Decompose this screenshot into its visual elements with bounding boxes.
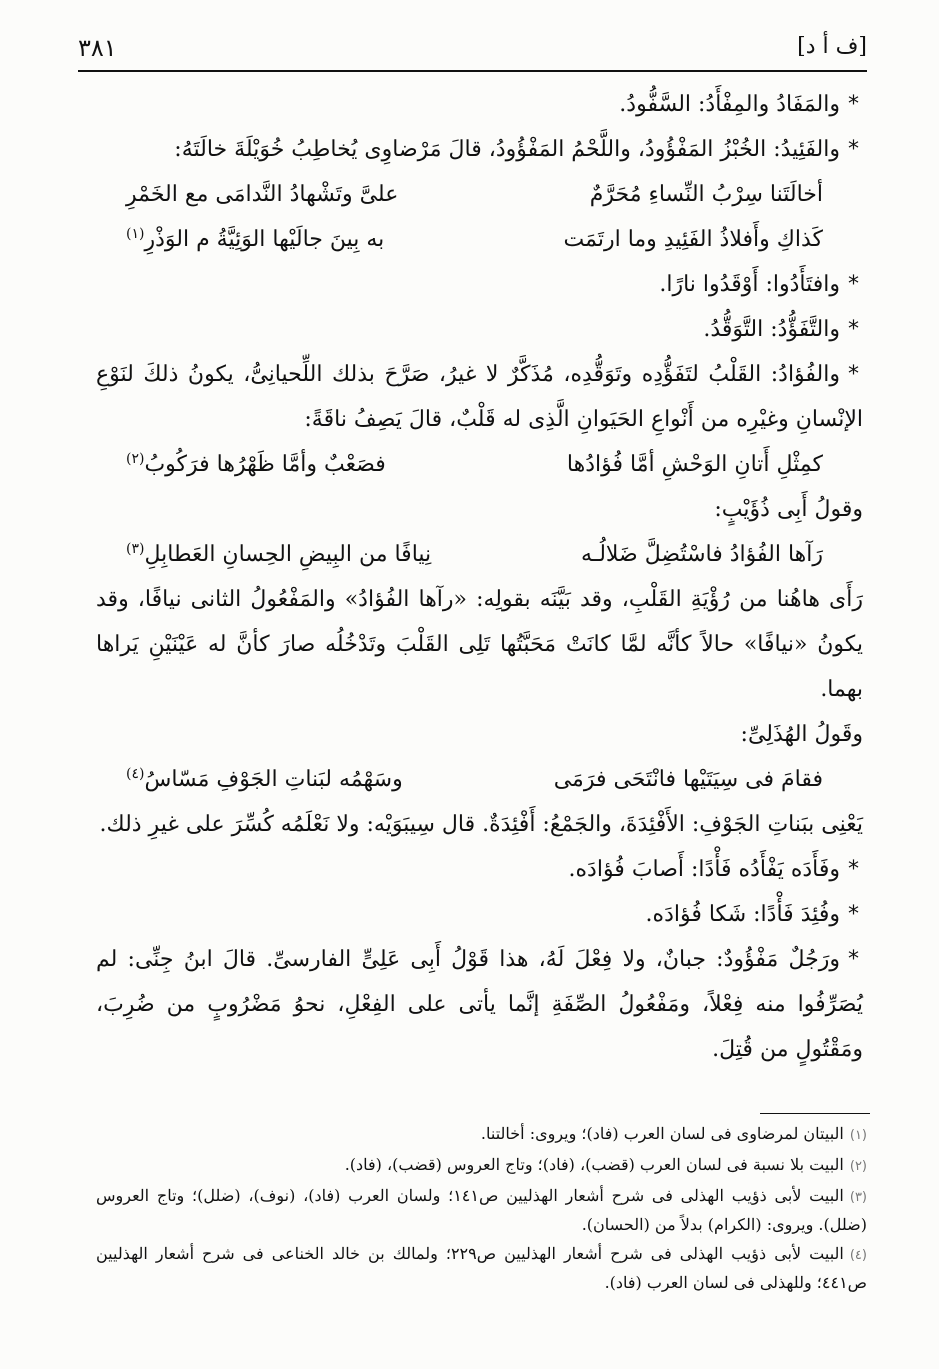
footnote-text: البيت لأبى ذؤيب الهذلى فى شرح أشعار الهذليين ص١٤١؛ ولسان العرب (فاد)، (نوف)، (ضلل)؛ وتاج العروس (ضلل). ويروى: (الكرام) بدلاً من (الحسان). — [96, 1186, 867, 1234]
entry-star-icon: * — [848, 902, 859, 927]
footnote — [96, 1182, 867, 1238]
verse-line — [96, 442, 863, 487]
entry-text: والمَفَادُ والمِفْأَدُ: السَّفُّودُ. — [619, 92, 840, 117]
entry-line — [96, 307, 863, 352]
entry-text: والتَّفَؤُّدُ: التَّوَقُّدُ. — [703, 317, 840, 342]
text-line: يَعْنِى ببَناتِ الجَوْفِ: الأَفْئِدَةَ، والجَمْعُ: أَفْئِدَةٌ. قال سِيبَوَيْه: ولا نَعْلَمُه كُسِّرَ على غيرِ ذلك. — [99, 812, 863, 837]
footnote — [96, 1120, 867, 1149]
entry-star-icon: * — [848, 362, 859, 387]
entry-star-icon: * — [848, 92, 859, 117]
entry-line — [96, 127, 863, 172]
entry-star-icon: * — [848, 137, 859, 162]
entry-line — [96, 82, 863, 127]
verse-text: به بِينَ جالَيْها الوَئِيَّةُ م الوَذْرِ — [144, 227, 385, 252]
verse-hemistich-second: به بِينَ جالَيْها الوَئِيَّةُ م الوَذْرِ(١) — [126, 217, 384, 262]
verse-hemistich-first: أخالَتَنا سِرْبُ النِّساءِ مُحَرَّمٌ — [589, 182, 823, 207]
verse-text: نِيافًا من البِيضِ الحِسانِ العَطابِلِ — [144, 542, 432, 567]
verse-hemistich-first: فقامَ فى سِيَتَيْها فانْتَحَى فرَمَى — [553, 767, 823, 792]
verse-hemistich-second: نِيافًا من البِيضِ الحِسانِ العَطابِلِ(٣) — [126, 532, 431, 577]
footnote-rule — [760, 1113, 870, 1114]
root-letters: [ف أ د] — [797, 34, 867, 59]
verse-line — [96, 217, 863, 262]
verse-line — [96, 172, 863, 217]
entry-text: وفَأَدَه يَفْأَدُه فَأْدًا: أَصابَ فُؤادَه. — [568, 857, 840, 882]
entry-star-icon: * — [848, 857, 859, 882]
entry-line — [96, 892, 863, 937]
footnote-number: (٤) — [849, 1248, 867, 1263]
entry-text: وفُئِدَ فَأْدًا: شَكا فُؤادَه. — [645, 902, 840, 927]
entry-star-icon: * — [848, 272, 859, 297]
verse-line — [96, 532, 863, 577]
entry-star-icon: * — [848, 947, 859, 972]
entry-text: ورَجُلٌ مَفْؤُودٌ: جبانٌ، ولا فِعْلَ لَهُ، هذا قَوْلُ أَبِى عَلِىٍّ الفارسىِّ. قالَ ابنُ جِنِّى: لم يُصَرِّفُوا منه فِعْلاً، ومَفْعُولُ الصِّفَةِ إنَّما يأتى على الفِعْلِ، نحوُ مَضْرُوبٍ من ضُرِبَ، ومَقْتُولٍ من قُتِلَ. — [96, 947, 863, 1062]
footnote-text: البيت بلا نسبة فى لسان العرب (قضب)، (فاد)؛ وتاج العروس (قضب)، (فاد). — [344, 1155, 844, 1174]
entry-line — [96, 847, 863, 892]
verse-hemistich-first: كمِثْلِ أَتانِ الوَحْشِ أمَّا فُؤادُها — [566, 452, 823, 477]
footnotes — [96, 1120, 867, 1298]
text-line: رَأَى هاهُنا من رُؤْيَةِ القَلْبِ، وقد بَيَّنَه بقولِه: «رآها الفُؤادُ» والمَفْعُولُ الثانى نيافًا، وقد يكونُ «نيافًا» حالاً كأنَّه لمَّا كانَتْ مَحَبَّتُها تَلِى القَلْبَ وتَدْخُلُه صارَ كأنَّ له عَيْنَيْنِ يَراها بهما. — [96, 587, 864, 702]
header-rule — [78, 70, 867, 72]
footnote-number: (١) — [849, 1128, 867, 1143]
verse-text: فصَعْبٌ وأمَّا ظَهْرُها فرَكُوبُ — [144, 452, 386, 477]
footnote-number: (٣) — [849, 1190, 867, 1205]
footnote-text: البيت لأبى ذؤيب الهذلى فى شرح أشعار الهذليين ص٢٢٩؛ ولمالك بن خالد الخناعى فى شرح أشعار الهذليين ص٤٤١؛ وللهذلى فى لسان العرب (فاد). — [96, 1244, 867, 1292]
verse-hemistich-second: وسَهْمُه لبَناتِ الجَوْفِ مَسّاسُ(٤) — [126, 757, 403, 802]
verse-hemistich-first: رَآها الفُؤادُ فاسْتُضِلَّ ضَلالُـه — [580, 542, 823, 567]
footnote — [96, 1151, 867, 1180]
verse-text: وسَهْمُه لبَناتِ الجَوْفِ مَسّاسُ — [144, 767, 403, 792]
text-line: وقولُ أَبِى ذُؤَيْبٍ: — [714, 497, 863, 522]
verse-hemistich-first: كَذاكِ وأَفلاذُ الفَئِيدِ وما ارتَمَت — [563, 227, 823, 252]
verse-line — [96, 757, 863, 802]
footnote-number: (٢) — [849, 1159, 867, 1174]
verse-hemistich-second: فصَعْبٌ وأمَّا ظَهْرُها فرَكُوبُ(٢) — [126, 442, 386, 487]
page-header — [78, 28, 867, 68]
entry-star-icon: * — [848, 317, 859, 342]
entry-text: والفُؤادُ: القَلْبُ لتَفَؤُّدِه وتَوَقُّدِه، مُذَكَّرٌ لا غيرُ، صَرَّحَ بذلك اللِّحيانِىُّ، يكونُ ذلكَ لنَوْعِ الإنْسانِ وغيْرِه من أَنْواعِ الحَيَوانِ الَّذِى له قَلْبٌ، قالَ يَصِفُ ناقَةً: — [96, 362, 863, 432]
verse-hemistich-second: علىَّ وتَشْهادُ النَّدامَى مع الخَمْرِ — [126, 182, 399, 207]
page-number: ٣٨١ — [78, 34, 117, 62]
footnote-text: البيتان لمرضاوى فى لسان العرب (فاد)؛ ويروى: أخالتنا. — [480, 1124, 844, 1143]
entry-text: وافتَأَدُوا: أَوْقَدُوا نارًا. — [659, 272, 840, 297]
entry-line — [96, 352, 863, 442]
entry-line — [96, 937, 863, 1072]
footnote — [96, 1240, 867, 1296]
entry-line — [96, 262, 863, 307]
text-line: وقَولُ الهُذَلِىِّ: — [740, 722, 863, 747]
entry-text: والفَئِيدُ: الخُبْزُ المَفْؤُودُ، واللَّحْمُ المَفْؤُودُ، قالَ مَرْضاوِى يُخاطِبُ خُوَيْلَةَ خالَتَهُ: — [174, 137, 840, 162]
main-text — [96, 82, 863, 1072]
